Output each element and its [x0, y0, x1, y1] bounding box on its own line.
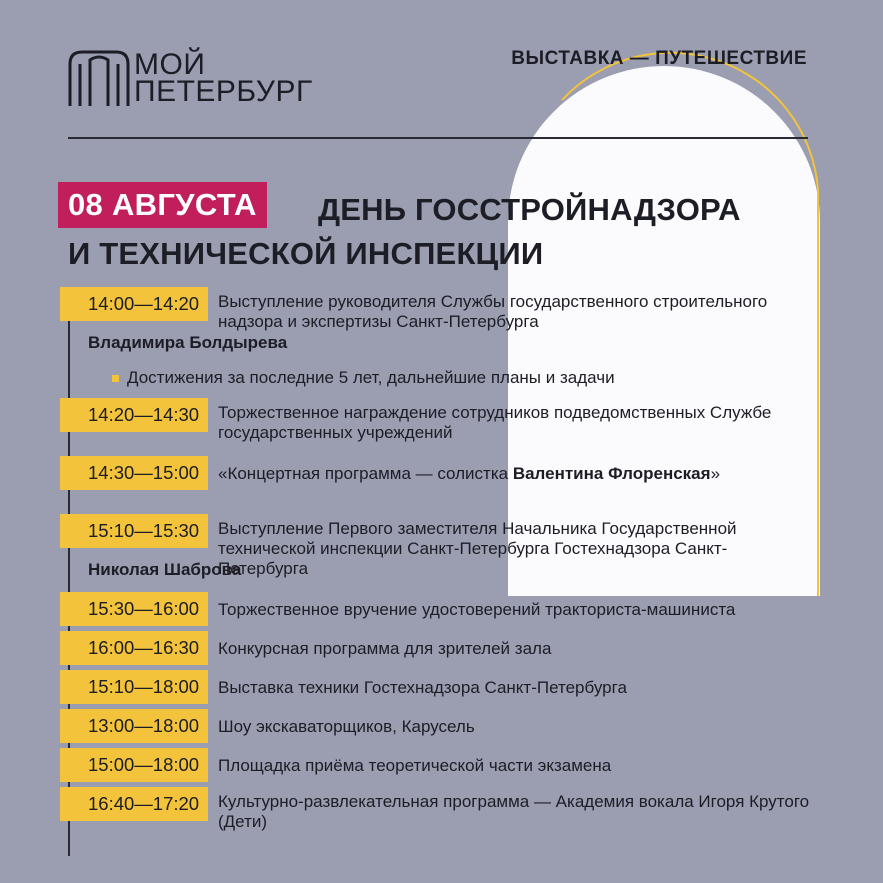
time-label: 15:10—18:00	[60, 670, 208, 704]
event-description: Торжественное вручение удостоверений тракториста-машиниста	[218, 600, 736, 619]
event-description: Торжественное награждение сотрудников подведомственных Службе государственных учреждений	[218, 403, 772, 442]
time-label: 16:40—17:20	[60, 787, 208, 821]
bullet-icon	[112, 375, 119, 382]
header-divider	[68, 137, 808, 139]
event-description: Конкурсная программа для зрителей зала	[218, 639, 552, 658]
title-line-2: И ТЕХНИЧЕСКОЙ ИНСПЕКЦИИ	[68, 236, 544, 271]
speaker-name: Владимира Болдырева	[88, 333, 288, 352]
time-label: 15:10—15:30	[60, 514, 208, 548]
event-description: Выставка техники Гостехнадзора Санкт-Петербурга	[218, 678, 627, 697]
time-label: 15:30—16:00	[60, 592, 208, 626]
logo-line-2: ПЕТЕРБУРГ	[134, 75, 313, 108]
time-label: 16:00—16:30	[60, 631, 208, 665]
logo-line-1: МОЙ	[134, 48, 206, 81]
date-badge: 08 АВГУСТА	[58, 182, 267, 228]
tagline: ВЫСТАВКА — ПУТЕШЕСТВИЕ	[511, 48, 807, 69]
title-line-1: ДЕНЬ ГОССТРОЙНАДЗОРА	[318, 192, 741, 227]
event-text-end: »	[710, 464, 721, 483]
sub-item-text: Достижения за последние 5 лет, дальнейшие планы и задачи	[127, 368, 615, 387]
time-label: 14:00—14:20	[60, 287, 208, 321]
event-description: Шоу экскаваторщиков, Карусель	[218, 717, 475, 736]
sub-item	[112, 368, 615, 388]
logo-arch-icon	[68, 50, 130, 106]
time-label: 14:30—15:00	[60, 456, 208, 490]
event-description	[218, 464, 848, 484]
event-description	[218, 292, 778, 332]
time-label: 14:20—14:30	[60, 398, 208, 432]
event-description: Площадка приёма теоретической части экзамена	[218, 756, 612, 775]
event-description: Культурно-развлекательная программа — Академия вокала Игоря Крутого (Дети)	[218, 792, 810, 831]
logo	[68, 50, 313, 106]
event-text: Выступление руководителя Службы государственного строительного надзора и экспертизы Санкт-Петербурга	[218, 292, 768, 331]
time-label: 13:00—18:00	[60, 709, 208, 743]
event-description: Выступление Первого заместителя Начальника Государственной технической инспекции Санкт-Петербурга Гостехнадзора Санкт-Петербурга	[218, 519, 737, 578]
time-label: 15:00—18:00	[60, 748, 208, 782]
performer-name: Валентина Флоренская	[512, 464, 711, 483]
event-text: «Концертная программа — солистка	[218, 464, 513, 483]
speaker-name: Николая Шаброва	[88, 560, 242, 579]
logo-text	[134, 48, 313, 108]
